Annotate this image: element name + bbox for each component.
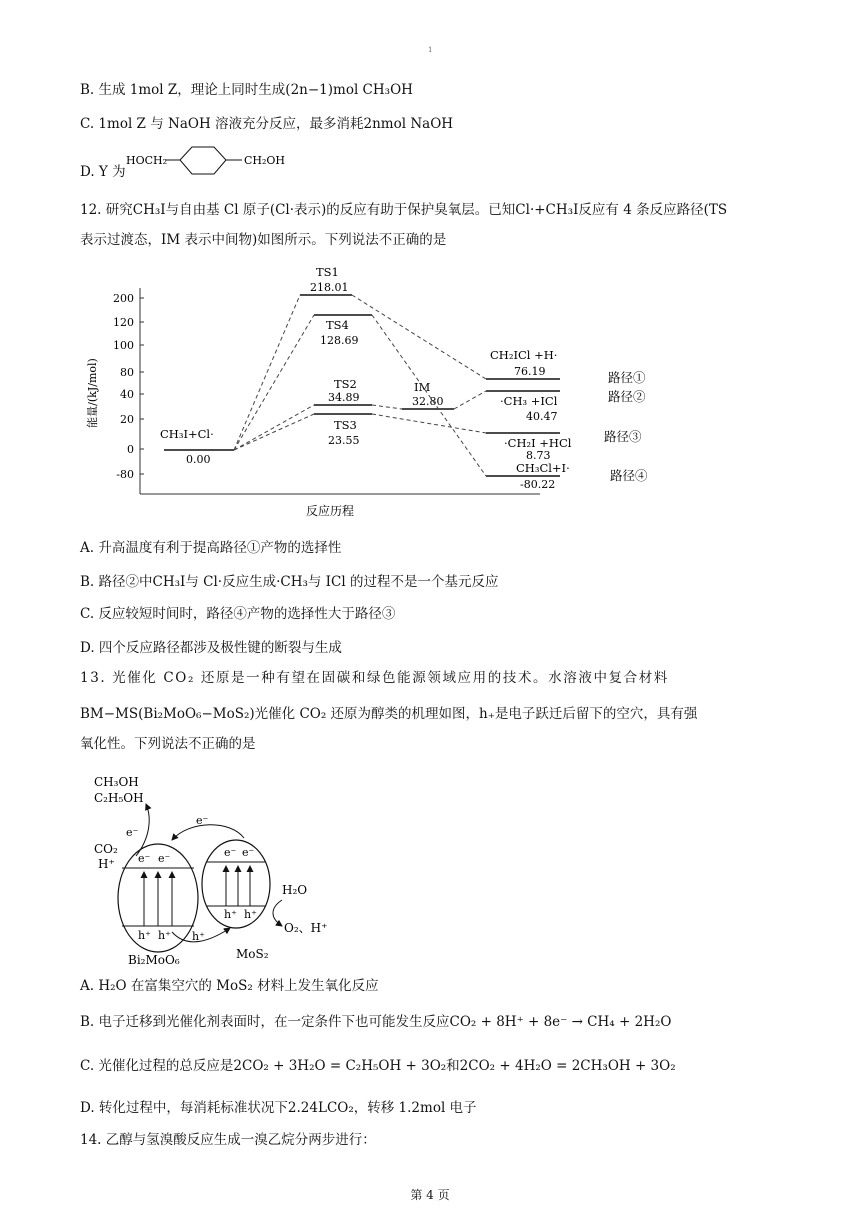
y-tick-120: 120 [113, 316, 134, 329]
q12-option-d: D. 四个反应路径都涉及极性键的断裂与生成 [80, 640, 342, 656]
q13-stem-line3: 氧化性。下列说法不正确的是 [80, 736, 256, 752]
right-cb-electron-2: e⁻ [242, 846, 255, 859]
energy-profile-chart [80, 258, 680, 530]
p4-value: -80.22 [520, 478, 556, 491]
right-cb-electron-1: e⁻ [224, 846, 237, 859]
right-catalyst-label: MoS₂ [236, 947, 269, 961]
y-tick-80: 80 [120, 366, 134, 379]
right-vb-hole-1: h⁺ [224, 908, 237, 921]
y-tick-20: 20 [120, 413, 134, 426]
q13-option-c: C. 光催化过程的总反应是2CO₂ + 3H₂O = C₂H₅OH + 3O₂和2CO₂ + 4H₂O = 2CH₃OH + 3O₂ [80, 1058, 676, 1074]
q13-option-b: B. 电子迁移到光催化剂表面时，在一定条件下也可能发生反应CO₂ + 8H⁺ + 8e⁻ → CH₄ + 2H₂O [80, 1014, 672, 1030]
q12-stem-line1: 12. 研究CH₃I与自由基 Cl 原子(Cl·表示)的反应有助于保护臭氧层。已知Cl·+CH₃I反应有 4 条反应路径(TS [80, 202, 728, 218]
left-vb-hole-1: h⁺ [138, 929, 151, 942]
q11-option-b: B. 生成 1mol Z，理论上同时生成(2n−1)mol CH₃OH [80, 82, 413, 98]
q13-option-a: A. H₂O 在富集空穴的 MoS₂ 材料上发生氧化反应 [80, 978, 379, 994]
q14-stem-line1: 14. 乙醇与氢溴酸反应生成一溴乙烷分两步进行： [80, 1132, 376, 1148]
q12-option-b: B. 路径②中CH₃I与 Cl·反应生成·CH₃与 ICl 的过程不是一个基元反应 [80, 574, 499, 590]
product-methanol: CH₃OH [94, 775, 139, 789]
left-vb-hole-2: h⁺ [158, 929, 171, 942]
left-cb-electron-1: e⁻ [138, 852, 151, 865]
p1-value: 76.19 [514, 365, 546, 378]
ts2-value: 34.89 [328, 391, 360, 404]
q13-stem-line1: 13. 光催化 CO₂ 还原是一种有望在固碳和绿色能源领域应用的技术。水溶液中复合材料 [80, 670, 669, 686]
q13-stem-line2: BM−MS(Bi₂MoO₆−MoS₂)光催化 CO₂ 还原为醇类的机理如图，h₊是电子跃迁后留下的空穴，具有强 [80, 706, 698, 722]
p2-label: ·CH₃ +ICl [500, 394, 558, 408]
electron-transfer-label: e⁻ [196, 814, 209, 827]
y-tick-0: 0 [127, 443, 134, 456]
im-value: 32.80 [412, 395, 444, 408]
q12-stem-line2: 表示过渡态，IM 表示中间物)如图所示。下列说法不正确的是 [80, 232, 447, 248]
reactant-label: CH₃I+Cl· [160, 427, 214, 441]
hole-transfer-label: h⁺ [192, 930, 205, 943]
route-1-label: 路径① [608, 370, 646, 385]
ts1-value: 218.01 [310, 281, 349, 294]
struct-right-group: CH₂OH [244, 154, 286, 167]
q12-option-a: A. 升高温度有利于提高路径①产物的选择性 [80, 540, 342, 556]
y-tick-100: 100 [113, 339, 134, 352]
product-ethanol: C₂H₅OH [94, 791, 144, 805]
q11-option-c: C. 1mol Z 与 NaOH 溶液充分反应，最多消耗2nmol NaOH [80, 116, 454, 132]
q12-option-c: C. 反应较短时间时，路径④产物的选择性大于路径③ [80, 606, 396, 622]
q13-option-d: D. 转化过程中，每消耗标准状况下2.24LCO₂，转移 1.2mol 电子 [80, 1100, 477, 1116]
left-catalyst-label: Bi₂MoO₆ [128, 953, 180, 967]
struct-left-group: HOCH₂ [126, 154, 168, 167]
water-label: H₂O [282, 883, 308, 897]
reactant-hplus: H⁺ [98, 857, 115, 871]
y-tick-40: 40 [120, 388, 134, 401]
electron-label-left: e⁻ [126, 826, 139, 839]
page-mark: 1 [428, 46, 433, 54]
route-4-label: 路径④ [610, 468, 648, 483]
page-footer: 第 4 页 [410, 1188, 450, 1202]
oxygen-products-label: O₂、H⁺ [284, 921, 328, 935]
ts2-label: TS2 [334, 377, 357, 391]
x-axis-label: 反应历程 [305, 504, 355, 518]
ts4-label: TS4 [326, 318, 349, 332]
y-tick-200: 200 [113, 292, 134, 305]
ts3-label: TS3 [334, 418, 357, 432]
right-vb-hole-2: h⁺ [244, 908, 257, 921]
im-label: IM [414, 380, 431, 394]
ts4-value: 128.69 [320, 334, 359, 347]
reactant-value: 0.00 [186, 453, 211, 466]
y-axis-label: 能量/(kJ/mol) [86, 358, 99, 428]
p3-value: 8.73 [526, 449, 551, 462]
ts3-value: 23.55 [328, 434, 360, 447]
reactant-co2: CO₂ [94, 842, 118, 856]
cyclohexane-structure [80, 144, 310, 184]
left-cb-electron-2: e⁻ [158, 852, 171, 865]
route-3-label: 路径③ [604, 429, 642, 444]
ts1-label: TS1 [316, 265, 339, 279]
route-2-label: 路径② [608, 389, 646, 404]
p1-label: CH₂ICl +H· [490, 348, 558, 362]
photocatalysis-diagram [80, 768, 400, 970]
p3-label: ·CH₂I +HCl [504, 436, 572, 450]
y-tick-neg80: -80 [116, 468, 134, 481]
p4-label: CH₃Cl+I· [516, 461, 570, 475]
q11-option-d-prefix: D. Y 为 [80, 164, 126, 180]
p2-value: 40.47 [526, 410, 558, 423]
